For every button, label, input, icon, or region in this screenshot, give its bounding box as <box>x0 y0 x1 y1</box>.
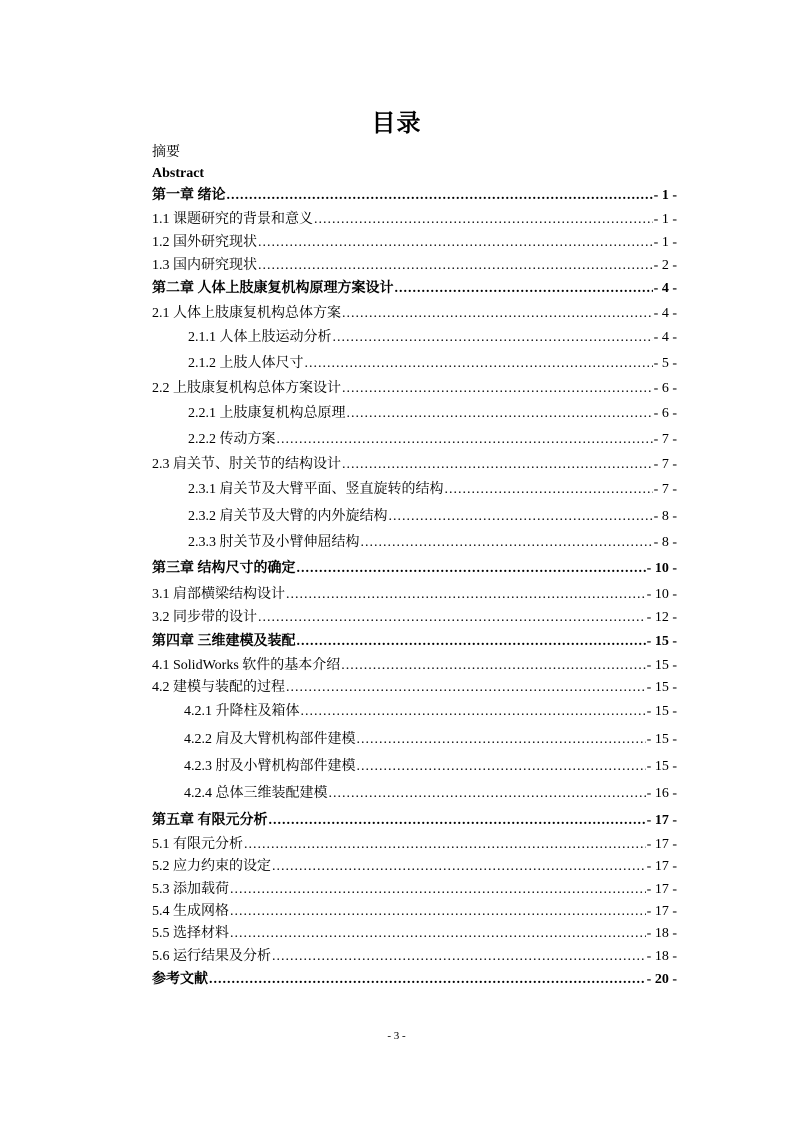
toc-entry[interactable] <box>152 559 677 579</box>
toc-entry[interactable] <box>152 379 677 399</box>
toc-entry-page: - 7 - <box>653 482 677 497</box>
toc-entry[interactable] <box>188 328 677 348</box>
toc-leader-dots <box>395 279 653 299</box>
page-number-footer: - 3 - <box>387 1030 406 1042</box>
toc-entry-label: 4.2.3 肘及小臂机构部件建模 <box>184 759 356 774</box>
toc-entry[interactable] <box>152 678 677 698</box>
toc-entry[interactable] <box>184 784 677 804</box>
toc-leader-dots <box>230 880 646 900</box>
toc-entry-page: - 18 - <box>646 949 677 964</box>
toc-entry-label: 第三章 结构尺寸的确定 <box>152 561 296 576</box>
toc-entry-label: 4.2 建模与装配的过程 <box>152 680 285 695</box>
toc-entry-page: - 17 - <box>646 904 677 919</box>
toc-entry-page: - 18 - <box>646 926 677 941</box>
toc-entry-label: 4.1 SolidWorks 软件的基本介绍 <box>152 658 341 673</box>
toc-entry[interactable] <box>184 702 677 722</box>
toc-entry-label: 5.2 应力约束的设定 <box>152 859 271 874</box>
toc-leader-dots <box>361 533 653 553</box>
toc-leader-dots <box>357 757 646 777</box>
toc-entry-page: - 4 - <box>653 281 677 296</box>
toc-leader-dots <box>230 902 646 922</box>
toc-leader-dots <box>342 379 653 399</box>
toc-entry-page: - 17 - <box>646 882 677 897</box>
toc-entry-label: 2.1.2 上肢人体尺寸 <box>188 356 304 371</box>
toc-entry-label: 3.1 肩部横梁结构设计 <box>152 587 285 602</box>
toc-entry-label: 2.3.2 肩关节及大臂的内外旋结构 <box>188 509 388 524</box>
toc-entry[interactable] <box>152 608 677 628</box>
toc-entry[interactable] <box>152 924 677 944</box>
toc-entry-label: 2.1.1 人体上肢运动分析 <box>188 330 332 345</box>
toc-entry-page: - 10 - <box>646 587 677 602</box>
toc-leader-dots <box>286 678 646 698</box>
toc-entry-page: - 6 - <box>653 381 677 396</box>
toc-entry-page: - 1 - <box>653 212 677 227</box>
toc-entry[interactable] <box>152 233 677 253</box>
toc-entry[interactable] <box>184 757 677 777</box>
toc-entry-label: 2.3 肩关节、肘关节的结构设计 <box>152 457 341 472</box>
toc-entry-label: 4.2.4 总体三维装配建模 <box>184 786 328 801</box>
toc-entry[interactable] <box>188 430 677 450</box>
toc-entry[interactable] <box>152 857 677 877</box>
toc-entry[interactable] <box>152 880 677 900</box>
toc-entry[interactable] <box>152 902 677 922</box>
toc-leader-dots <box>342 455 653 475</box>
toc-entry-label: 5.1 有限元分析 <box>152 837 243 852</box>
toc-entry-page: - 1 - <box>653 235 677 250</box>
toc-entry-page: - 8 - <box>653 509 677 524</box>
toc-leader-dots <box>272 857 646 877</box>
toc-entry-page: - 4 - <box>653 306 677 321</box>
toc-entry[interactable] <box>152 585 677 605</box>
toc-entry-label: 第一章 绪论 <box>152 188 226 203</box>
toc-entry[interactable] <box>152 970 677 990</box>
toc-entry-label: 2.2.1 上肢康复机构总原理 <box>188 406 346 421</box>
toc-entry[interactable] <box>152 186 677 206</box>
abstract-cn-heading: 摘要 <box>152 145 180 160</box>
toc-entry-label: 5.4 生成网格 <box>152 904 229 919</box>
toc-entry-page: - 12 - <box>646 610 677 625</box>
toc-leader-dots <box>286 585 646 605</box>
toc-entry-page: - 5 - <box>653 356 677 371</box>
toc-entry[interactable] <box>152 632 677 652</box>
toc-entry[interactable] <box>152 811 677 831</box>
toc-entry-page: - 4 - <box>653 330 677 345</box>
toc-entry-page: - 1 - <box>653 188 677 203</box>
toc-entry-page: - 15 - <box>646 680 677 695</box>
toc-entry[interactable] <box>152 256 677 276</box>
toc-entry-label: 2.2.2 传动方案 <box>188 432 276 447</box>
toc-leader-dots <box>227 186 653 206</box>
toc-entry[interactable] <box>188 404 677 424</box>
toc-entry[interactable] <box>152 656 677 676</box>
toc-entry-page: - 7 - <box>653 457 677 472</box>
toc-leader-dots <box>297 559 646 579</box>
toc-leader-dots <box>314 210 653 230</box>
toc-entry[interactable] <box>188 480 677 500</box>
toc-entry-label: 2.3.3 肘关节及小臂伸屈结构 <box>188 535 360 550</box>
toc-entry-page: - 16 - <box>646 786 677 801</box>
toc-entry[interactable] <box>188 354 677 374</box>
toc-leader-dots <box>297 632 646 652</box>
toc-entry-label: 1.1 课题研究的背景和意义 <box>152 212 313 227</box>
toc-leader-dots <box>209 970 646 990</box>
toc-leader-dots <box>445 480 653 500</box>
toc-entry-label: 2.3.1 肩关节及大臂平面、竖直旋转的结构 <box>188 482 444 497</box>
toc-entry[interactable] <box>152 304 677 324</box>
toc-leader-dots <box>347 404 653 424</box>
toc-leader-dots <box>301 702 646 722</box>
toc-entry-label: 1.2 国外研究现状 <box>152 235 257 250</box>
toc-entry-label: 参考文献 <box>152 972 208 987</box>
toc-entry[interactable] <box>152 279 677 299</box>
abstract-en-heading: Abstract <box>152 166 205 181</box>
toc-entry-page: - 2 - <box>653 258 677 273</box>
toc-leader-dots <box>258 256 653 276</box>
toc-entry[interactable] <box>152 835 677 855</box>
toc-entry-page: - 6 - <box>653 406 677 421</box>
toc-leader-dots <box>329 784 646 804</box>
toc-entry[interactable] <box>152 210 677 230</box>
toc-entry[interactable] <box>184 730 677 750</box>
toc-leader-dots <box>389 507 653 527</box>
toc-entry-page: - 15 - <box>646 634 677 649</box>
toc-leader-dots <box>244 835 646 855</box>
toc-entry-label: 第五章 有限元分析 <box>152 813 268 828</box>
page-title: 目录 <box>371 111 422 137</box>
toc-entry-label: 5.3 添加载荷 <box>152 882 229 897</box>
toc-leader-dots <box>258 608 646 628</box>
toc-entry-label: 5.6 运行结果及分析 <box>152 949 271 964</box>
toc-entry-label: 2.1 人体上肢康复机构总体方案 <box>152 306 341 321</box>
toc-leader-dots <box>272 947 646 967</box>
toc-entry-page: - 15 - <box>646 732 677 747</box>
toc-entry[interactable] <box>152 455 677 475</box>
toc-entry-page: - 15 - <box>646 759 677 774</box>
toc-entry-page: - 8 - <box>653 535 677 550</box>
toc-leader-dots <box>342 304 653 324</box>
toc-leader-dots <box>230 924 646 944</box>
toc-leader-dots <box>333 328 653 348</box>
toc-entry-page: - 20 - <box>646 972 677 987</box>
toc-leader-dots <box>258 233 653 253</box>
toc-entry-page: - 10 - <box>646 561 677 576</box>
toc-entry-page: - 17 - <box>646 813 677 828</box>
toc-entry-label: 3.2 同步带的设计 <box>152 610 257 625</box>
toc-entry-label: 第四章 三维建模及装配 <box>152 634 296 649</box>
toc-leader-dots <box>277 430 653 450</box>
toc-entry-label: 4.2.2 肩及大臂机构部件建模 <box>184 732 356 747</box>
toc-leader-dots <box>341 656 645 676</box>
toc-entry-page: - 7 - <box>653 432 677 447</box>
toc-leader-dots <box>305 354 653 374</box>
toc-entry[interactable] <box>152 947 677 967</box>
toc-leader-dots <box>357 730 646 750</box>
toc-entry[interactable] <box>188 507 677 527</box>
toc-leader-dots <box>269 811 646 831</box>
toc-entry-label: 第二章 人体上肢康复机构原理方案设计 <box>152 281 394 296</box>
toc-entry-label: 5.5 选择材料 <box>152 926 229 941</box>
toc-entry-label: 4.2.1 升降柱及箱体 <box>184 704 300 719</box>
toc-entry-label: 1.3 国内研究现状 <box>152 258 257 273</box>
toc-entry-label: 2.2 上肢康复机构总体方案设计 <box>152 381 341 396</box>
toc-entry-page: - 15 - <box>646 658 677 673</box>
toc-entry-page: - 17 - <box>646 859 677 874</box>
toc-entry[interactable] <box>188 533 677 553</box>
toc-entry-page: - 17 - <box>646 837 677 852</box>
toc-entry-page: - 15 - <box>646 704 677 719</box>
